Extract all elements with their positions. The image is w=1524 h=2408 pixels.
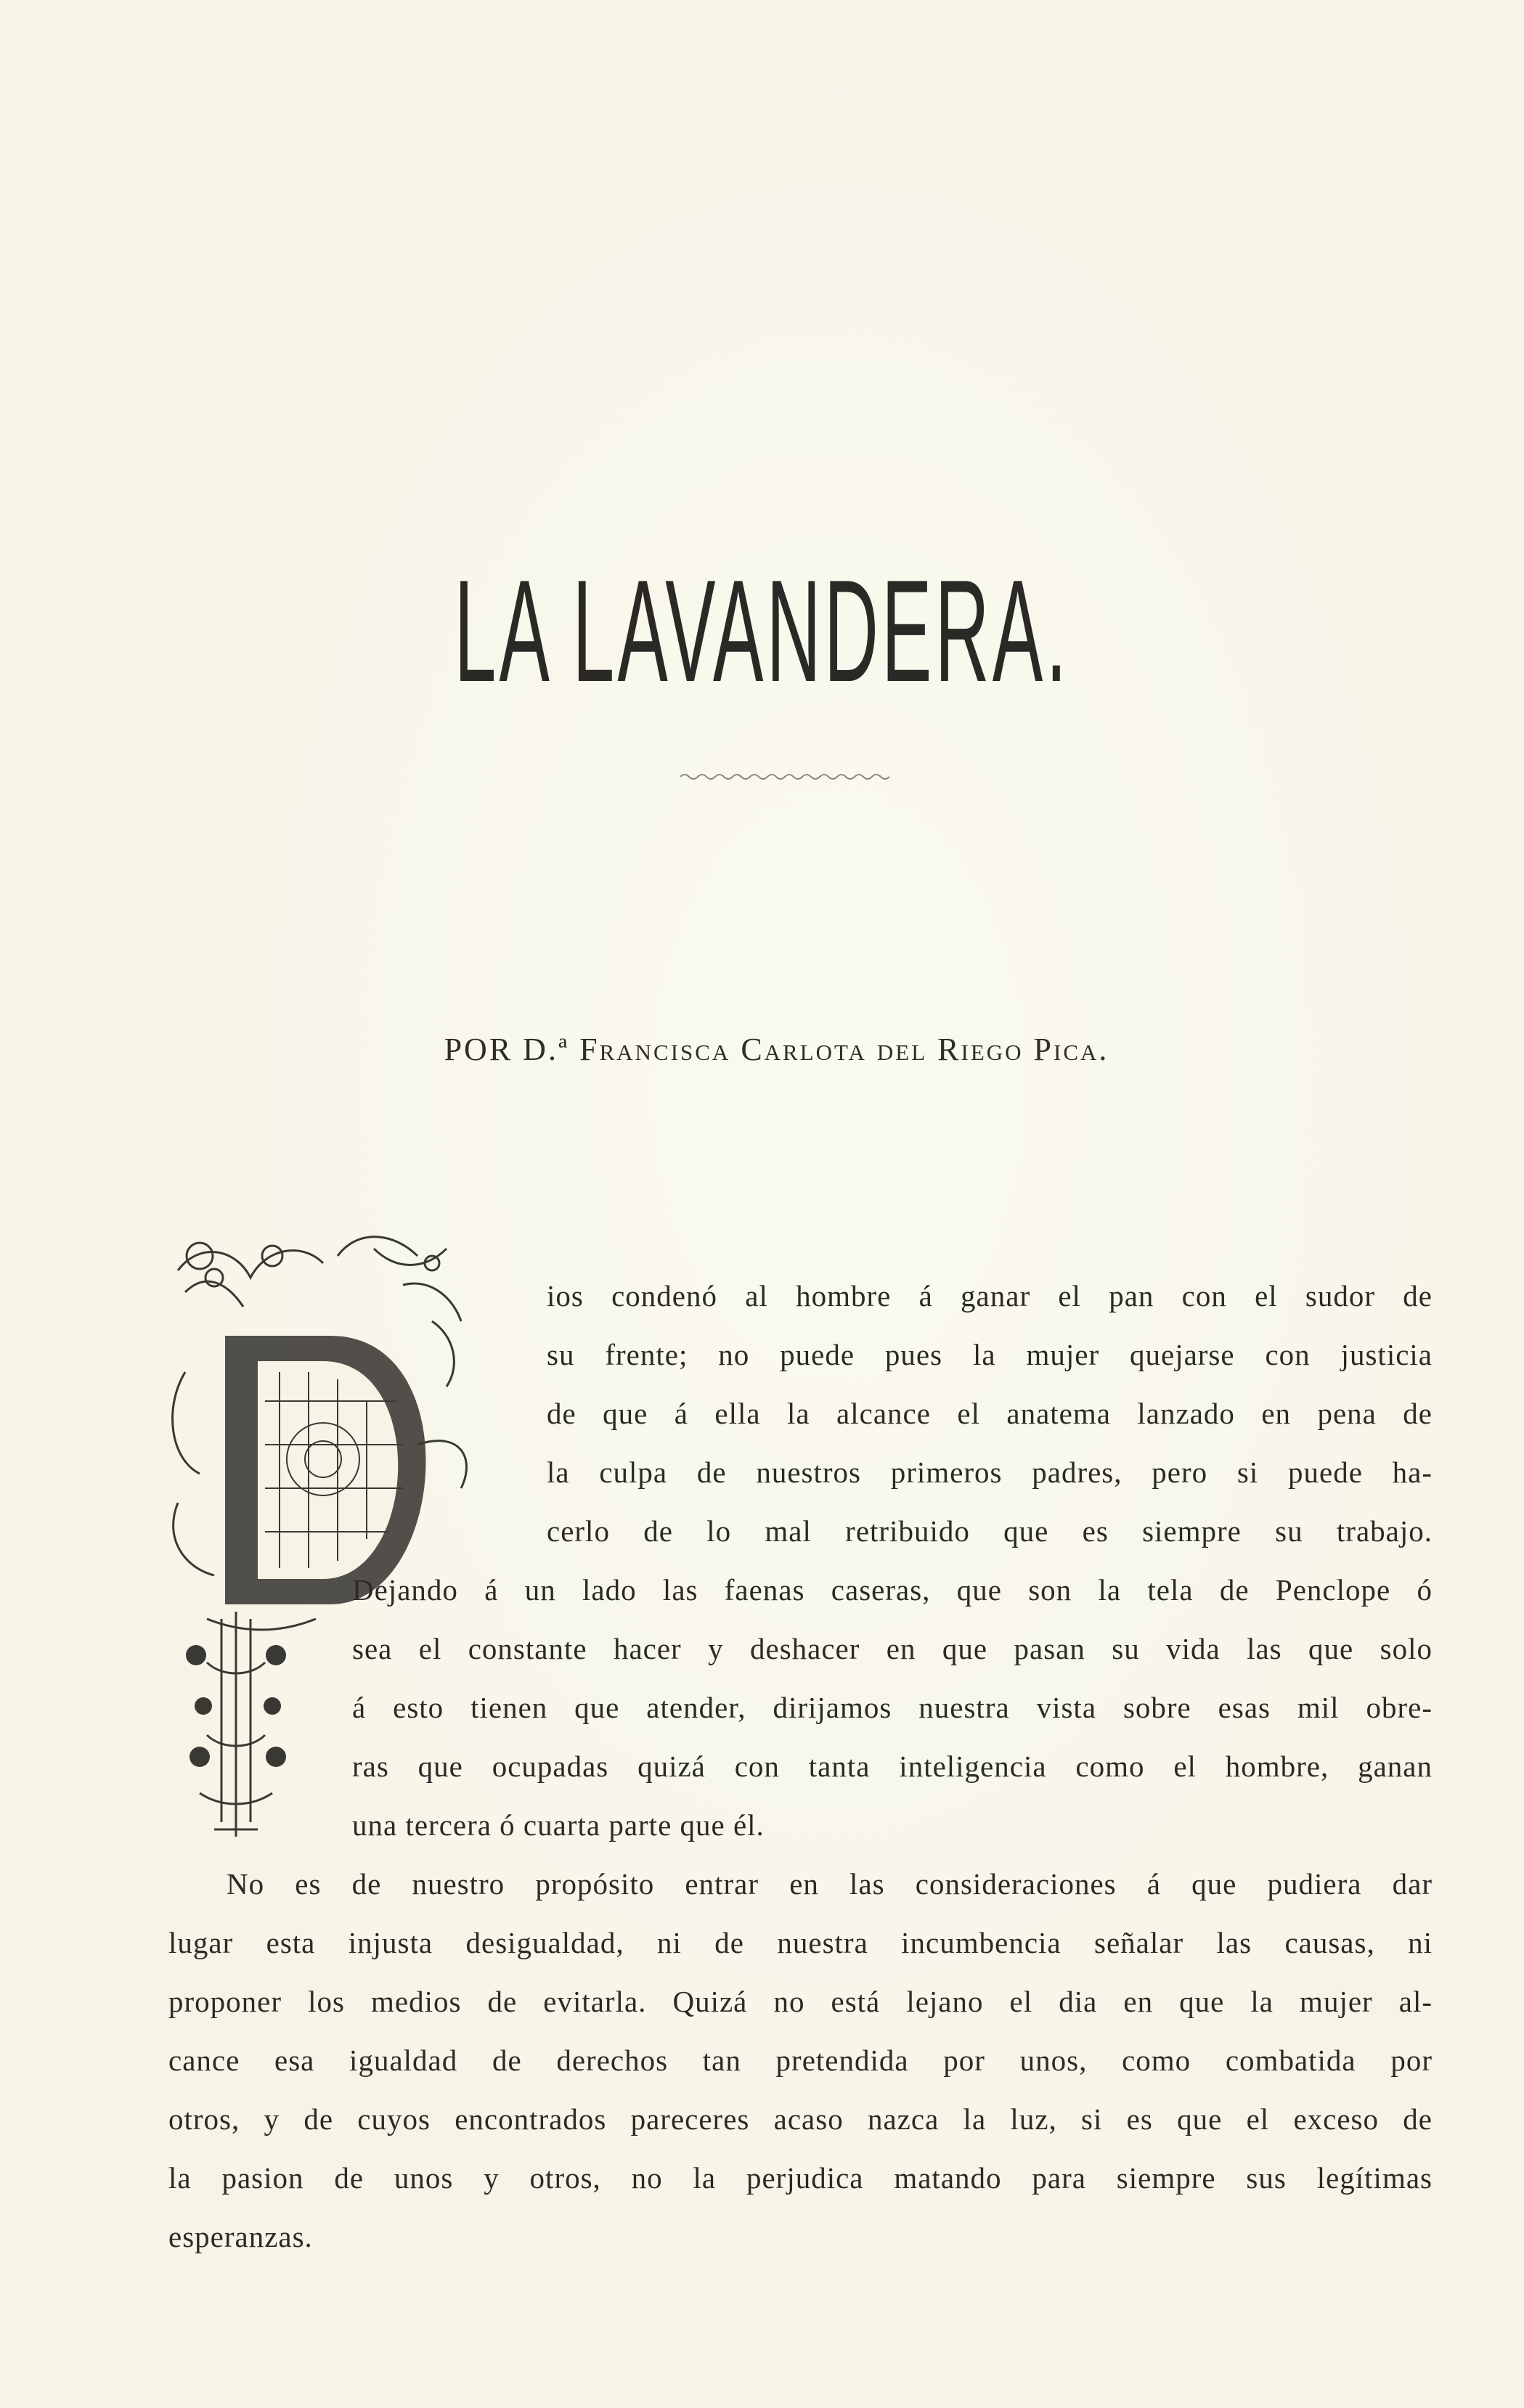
- paragraph1-line-4: la culpa de nuestros primeros padres, pero si puede ha-: [547, 1456, 1433, 1489]
- paragraph2-line-4: cance esa igualdad de derechos tan pretendida por unos, como combatida por: [168, 2044, 1433, 2077]
- paragraph2-line-7: esperanzas.: [168, 2220, 313, 2253]
- paragraph1-line-6: Dejando á un lado las faenas caseras, que son la tela de Penclope ó: [352, 1573, 1433, 1607]
- paragraph2-line-1: No es de nuestro propósito entrar en las consideraciones á que pudiera dar: [227, 1867, 1433, 1901]
- title-divider-ornament: [679, 770, 897, 784]
- paragraph2-line-2: lugar esta injusta desigualdad, ni de nuestra incumbencia señalar las causas, ni: [168, 1926, 1433, 1959]
- paragraph1-line-10: una tercera ó cuarta parte que él.: [352, 1808, 765, 1842]
- paragraph1-line-3: de que á ella la alcance el anatema lanzado en pena de: [547, 1397, 1433, 1430]
- paragraph1-line-1: ios condenó al hombre á ganar el pan con el sudor de: [547, 1279, 1433, 1313]
- paragraph1-line-2: su frente; no puede pues la mujer quejarse con justicia: [547, 1338, 1433, 1371]
- paragraph2-line-5: otros, y de cuyos encontrados pareceres acaso nazca la luz, si es que el exceso de: [168, 2102, 1433, 2136]
- paragraph1-line-8: á esto tienen que atender, dirijamos nuestra vista sobre esas mil obre-: [352, 1691, 1433, 1724]
- paragraph2-line-6: la pasion de unos y otros, no la perjudica matando para siempre sus legítimas: [168, 2161, 1433, 2195]
- byline: [0, 1031, 1524, 1068]
- paragraph2-line-3: proponer los medios de evitarla. Quizá no está lejano el dia en que la mujer al-: [168, 1985, 1433, 2018]
- author-name: Francisca Carlota del Riego Pica.: [579, 1032, 1109, 1067]
- article-title: LA LAVANDERA.: [454, 550, 1070, 712]
- byline-prefix: POR D.ª: [444, 1032, 570, 1067]
- paragraph1-line-7: sea el constante hacer y deshacer en que pasan su vida las que solo: [352, 1632, 1433, 1665]
- paragraph1-line-5: cerlo de lo mal retribuido que es siempre su trabajo.: [547, 1514, 1433, 1548]
- paragraph1-line-9: ras que ocupadas quizá con tanta inteligencia como el hombre, ganan: [352, 1750, 1433, 1783]
